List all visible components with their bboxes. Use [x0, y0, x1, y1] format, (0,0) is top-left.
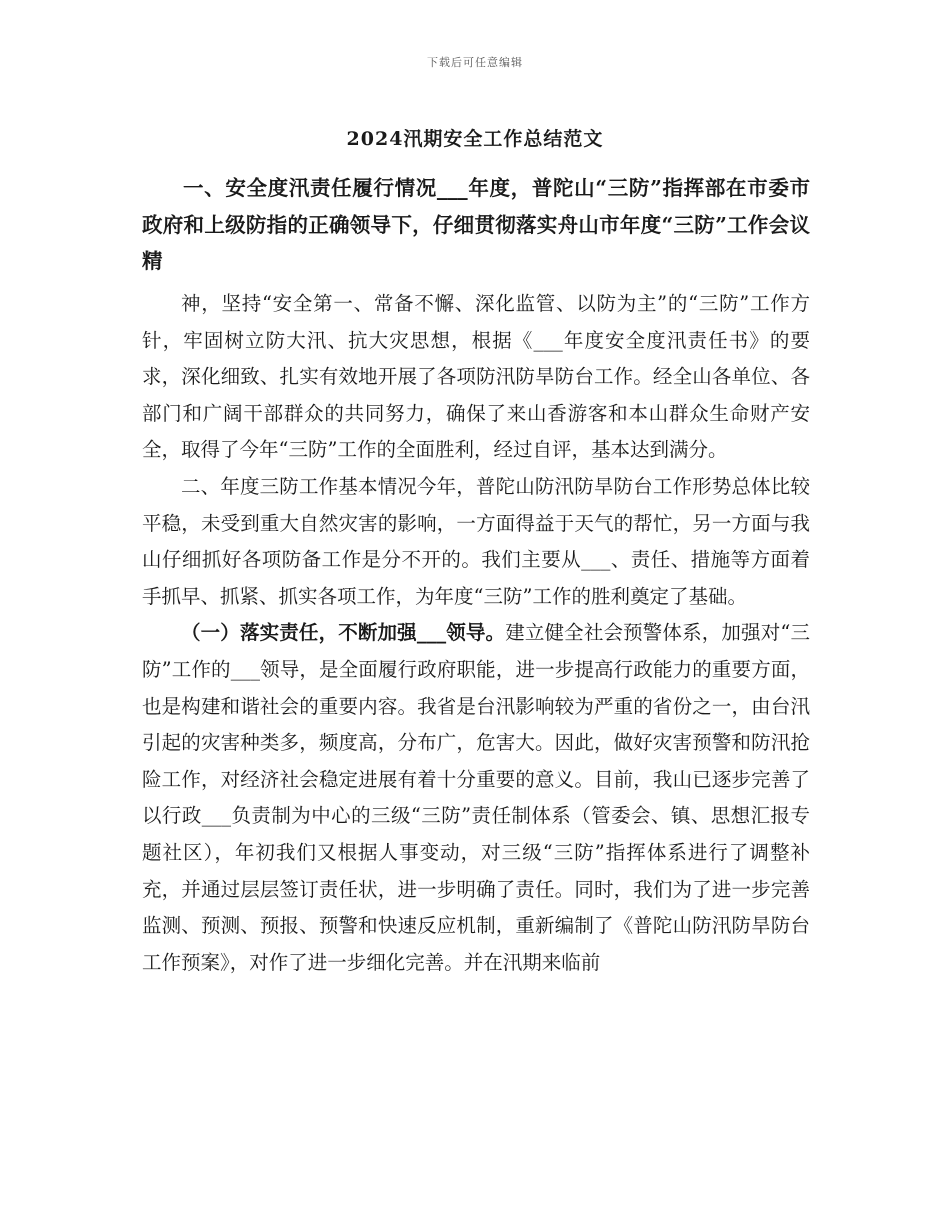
subsection-heading-1: （一）落实责任，不断加强___领导。: [181, 621, 506, 645]
paragraph-3: [142, 615, 810, 981]
heading-1-text: 一、安全度汛责任履行情况___年度，普陀山“三防”指挥部在市委市政府和上级防指的正确领导下，仔细贯彻落实舟山市年度“三防”工作会议精: [142, 176, 810, 274]
section-heading-1: [142, 170, 810, 280]
subsection-1-text: 建立健全社会预警体系，加强对“三防”工作的___领导，是全面履行政府职能，进一步提高行政能力的重要方面，也是构建和谐社会的重要内容。我省是台汛影响较为严重的省份之一，由台汛引起的灾害种类多，频度高，分布广，危害大。因此，做好灾害预警和防汛抢险工作，对经济社会稳定进展有着十分重要的意义。目前，我山已逐步完善了以行政___负责制为中心的三级“三防”责任制体系（管委会、镇、思想汇报专题社区），年初我们又根据人事变动，对三级“三防”指挥体系进行了调整补充，并通过层层签订责任状，进一步明确了责任。同时，我们为了进一步完善监测、预测、预报、预警和快速反应机制，重新编制了《普陀山防汛防旱防台工作预案》，对作了进一步细化完善。并在汛期来临前: [142, 621, 810, 974]
document-body: [142, 286, 810, 981]
document-title: 2024汛期安全工作总结范文: [346, 128, 604, 150]
paragraph-1: 神，坚持“安全第一、常备不懈、深化监管、以防为主”的“三防”工作方针，牢固树立防大汛、抗大灾思想，根据《___年度安全度汛责任书》的要求，深化细致、扎实有效地开展了各项防汛防旱防台工作。经全山各单位、各部门和广阔干部群众的共同努力，确保了来山香游客和本山群众生命财产安全，取得了今年“三防”工作的全面胜利，经过自评，基本达到满分。: [142, 292, 810, 462]
page-header-note: 下载后可任意编辑: [427, 56, 523, 69]
paragraph-2: 二、年度三防工作基本情况今年，普陀山防汛防旱防台工作形势总体比较平稳，未受到重大自然灾害的影响，一方面得益于天气的帮忙，另一方面与我山仔细抓好各项防备工作是分不开的。我们主要从___、责任、措施等方面着手抓早、抓紧、抓实各项工作，为年度“三防”工作的胜利奠定了基础。: [142, 474, 810, 608]
